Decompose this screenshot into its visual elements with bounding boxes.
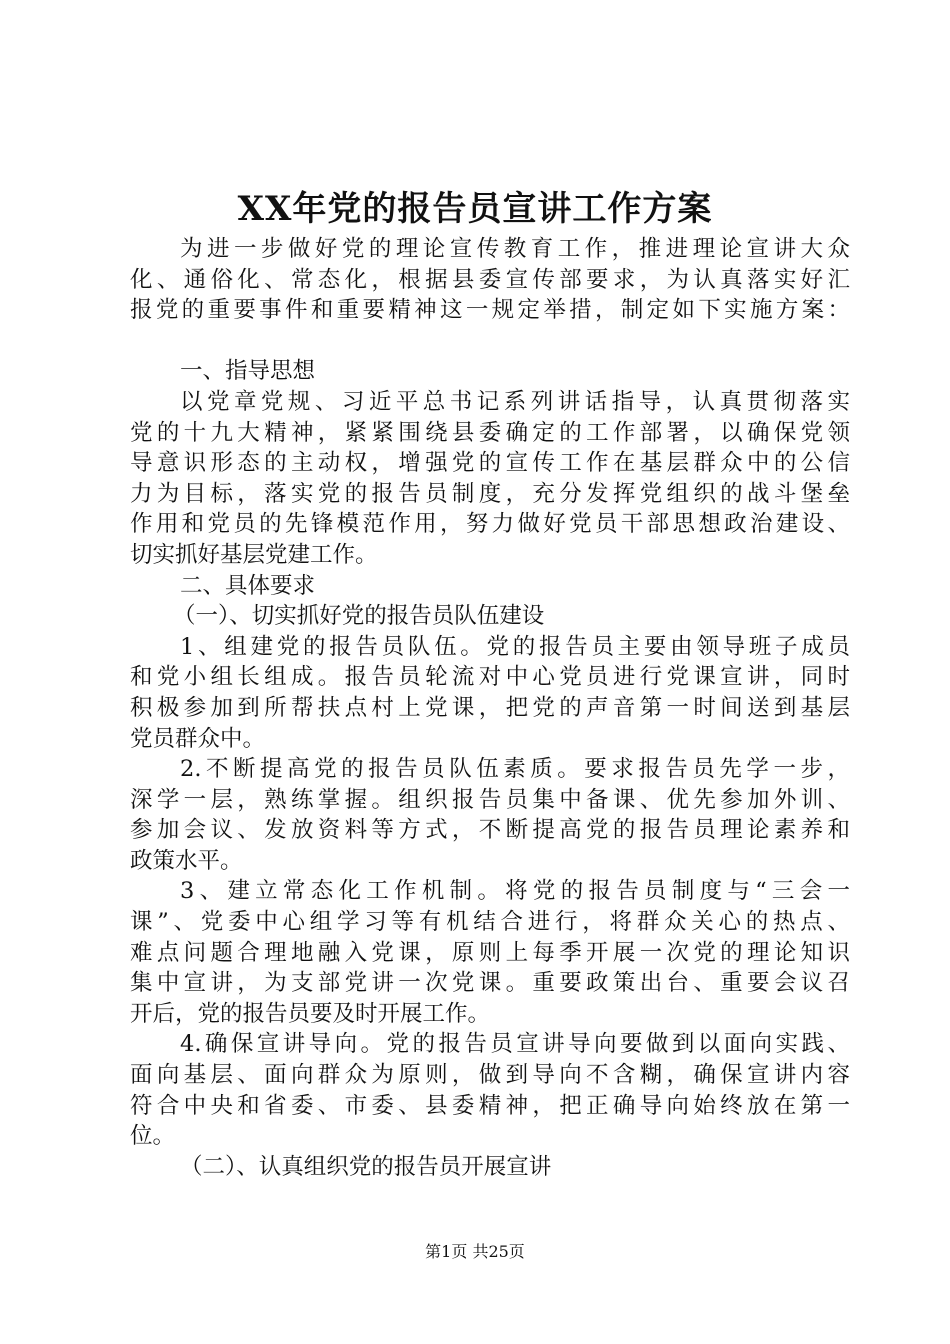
text-line: 难点问题合理地融入党课，原则上每季开展一次党的理论知识 (130, 939, 850, 966)
text-line: 作用和党员的先锋模范作用，努力做好党员干部思想政治建设、 (130, 511, 850, 538)
document-body (130, 234, 850, 1182)
text-line: 2.不断提高党的报告员队伍素质。要求报告员先学一步， (180, 756, 850, 783)
text-line: 参加会议、发放资料等方式，不断提高党的报告员理论素养和 (130, 817, 850, 844)
text-line: 3、建立常态化工作机制。将党的报告员制度与“三会一 (180, 878, 850, 905)
text-line: 和党小组长组成。报告员轮流对中心党员进行党课宣讲，同时 (130, 664, 850, 691)
text-line: 4.确保宣讲导向。党的报告员宣讲导向要做到以面向实践、 (180, 1031, 850, 1058)
text-line: 1、组建党的报告员队伍。党的报告员主要由领导班子成员 (180, 633, 850, 660)
text-line: （二）、认真组织党的报告员开展宣讲 (180, 1153, 552, 1180)
text-line: 力为目标，落实党的报告员制度，充分发挥党组织的战斗堡垒 (130, 480, 850, 507)
text-line: 开后，党的报告员要及时开展工作。 (130, 1000, 491, 1027)
document-title: XX年党的报告员宣讲工作方案 (237, 189, 713, 229)
text-line: 切实抓好基层党建工作。 (130, 541, 378, 568)
text-line: 党的十九大精神，紧紧围绕县委确定的工作部署，以确保党领 (130, 419, 850, 446)
text-line: 符合中央和省委、市委、县委精神，把正确导向始终放在第一 (130, 1092, 850, 1119)
text-line: 报党的重要事件和重要精神这一规定举措，制定如下实施方案： (130, 297, 850, 324)
page-footer: 第1页 共25页 (425, 1242, 525, 1261)
text-line: 位。 (130, 1123, 176, 1150)
text-line: 党员群众中。 (130, 725, 266, 752)
text-line: 以党章党规、习近平总书记系列讲话指导，认真贯彻落实 (180, 388, 850, 415)
text-line: 一、指导思想 (180, 358, 316, 385)
text-line: 二、具体要求 (180, 572, 316, 599)
text-line: 集中宣讲，为支部党讲一次党课。重要政策出台、重要会议召 (130, 970, 850, 997)
text-line: 政策水平。 (130, 847, 243, 874)
text-line: 为进一步做好党的理论宣传教育工作，推进理论宣讲大众 (180, 236, 850, 262)
text-line: 化、通俗化、常态化，根据县委宣传部要求，为认真落实好汇 (130, 266, 850, 293)
text-line: 深学一层，熟练掌握。组织报告员集中备课、优先参加外训、 (130, 786, 850, 813)
text-line: （一）、切实抓好党的报告员队伍建设 (173, 603, 545, 630)
text-line: 积极参加到所帮扶点村上党课，把党的声音第一时间送到基层 (130, 694, 850, 721)
blank-line (130, 326, 850, 357)
text-line: 导意识形态的主动权，增强党的宣传工作在基层群众中的公信 (130, 450, 850, 477)
text-line: 面向基层、面向群众为原则，做到导向不含糊，确保宣讲内容 (130, 1062, 850, 1089)
text-line: 课”、党委中心组学习等有机结合进行，将群众关心的热点、 (130, 909, 850, 936)
